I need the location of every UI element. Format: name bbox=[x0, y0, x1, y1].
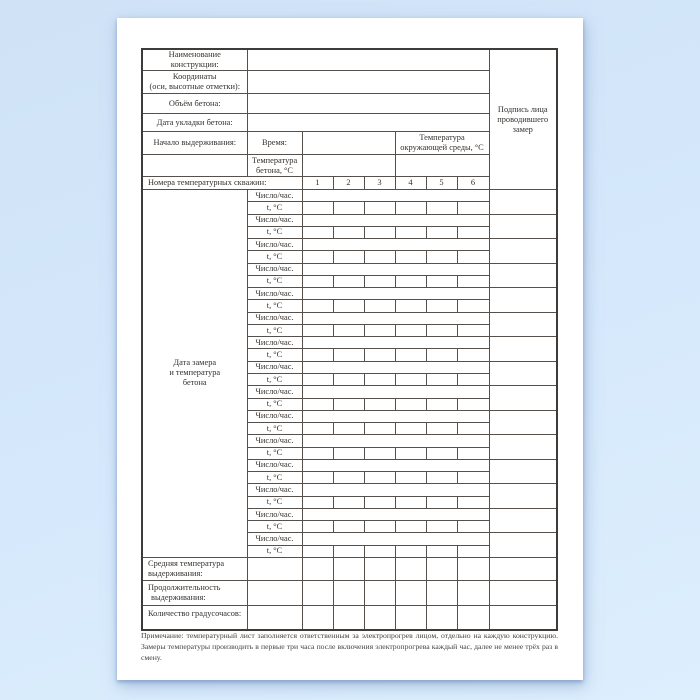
measurement-cell bbox=[364, 373, 395, 385]
t-c-label: t, °C bbox=[247, 251, 302, 263]
signature-header bbox=[489, 49, 557, 190]
signature-cell bbox=[489, 508, 557, 533]
measurement-cell bbox=[333, 472, 364, 484]
date-hour-label: Число/час. bbox=[247, 361, 302, 373]
signature-cell bbox=[489, 605, 557, 630]
measurement-cell bbox=[364, 349, 395, 361]
date-hour-label: Число/час. bbox=[247, 386, 302, 398]
measurement-cell bbox=[426, 545, 457, 557]
pour-date-value bbox=[247, 114, 489, 132]
measurement-cell bbox=[457, 545, 489, 557]
label-line: бетона, °C bbox=[256, 165, 293, 175]
measurement-cell bbox=[426, 423, 457, 435]
empty-cell bbox=[142, 155, 247, 177]
signature-cell bbox=[489, 533, 557, 558]
t-c-label: t, °C bbox=[247, 275, 302, 287]
avg-temp-label bbox=[142, 557, 247, 580]
signature-cell bbox=[489, 288, 557, 313]
t-c-label: t, °C bbox=[247, 226, 302, 238]
date-hour-label: Число/час. bbox=[247, 459, 302, 471]
measurement-cell bbox=[457, 251, 489, 263]
measurement-cell bbox=[395, 472, 426, 484]
signature-cell bbox=[489, 484, 557, 509]
signature-cell bbox=[489, 337, 557, 362]
measurement-cell bbox=[364, 202, 395, 214]
duration-label bbox=[142, 580, 247, 605]
measurement-cell bbox=[302, 373, 333, 385]
date-hour-label: Число/час. bbox=[247, 484, 302, 496]
date-hour-value bbox=[302, 312, 489, 324]
measurement-cell bbox=[333, 324, 364, 336]
date-hour-label: Число/час. bbox=[247, 312, 302, 324]
signature-cell bbox=[489, 239, 557, 264]
duration-cell bbox=[395, 580, 426, 605]
label-line: Температура bbox=[251, 155, 298, 165]
measurement-cell bbox=[395, 349, 426, 361]
duration-cell bbox=[333, 580, 364, 605]
well-number-cell: 2 bbox=[333, 177, 364, 190]
date-hour-label: Число/час. bbox=[247, 214, 302, 226]
measurement-cell bbox=[457, 275, 489, 287]
duration-cell bbox=[426, 580, 457, 605]
t-c-label: t, °C bbox=[247, 423, 302, 435]
signature-cell bbox=[489, 263, 557, 288]
label-line: (оси, высотные отметки): bbox=[149, 82, 241, 91]
measurement-cell bbox=[457, 521, 489, 533]
date-hour-value bbox=[302, 361, 489, 373]
measurement-cell bbox=[426, 521, 457, 533]
t-c-label: t, °C bbox=[247, 373, 302, 385]
concrete-temp-value bbox=[302, 155, 395, 177]
measurement-cell bbox=[426, 202, 457, 214]
measurement-cell bbox=[333, 226, 364, 238]
measurement-cell bbox=[364, 226, 395, 238]
note-text: Примечание: температурный лист заполняется ответственным за электропрогрев лицом, отдельно на каждую конструкцию. Замеры температуры производить в первые три часа после включения электропрогрева каждый час, далее не менее трёх раз в смену. bbox=[141, 631, 558, 662]
measurement-cell bbox=[426, 373, 457, 385]
measurement-cell bbox=[457, 472, 489, 484]
measurement-cell bbox=[333, 373, 364, 385]
label-line: проводившего bbox=[497, 114, 549, 124]
measurement-cell bbox=[395, 447, 426, 459]
label-line: окружающей среды, °C bbox=[400, 143, 484, 152]
measurement-cell bbox=[364, 251, 395, 263]
signature-cell bbox=[489, 312, 557, 337]
date-hour-label: Число/час. bbox=[247, 533, 302, 545]
measurement-cell bbox=[333, 349, 364, 361]
well-number-cell: 6 bbox=[457, 177, 489, 190]
measurement-cell bbox=[333, 545, 364, 557]
label-line: и температура bbox=[169, 368, 221, 378]
coordinates-value bbox=[247, 71, 489, 94]
measurement-cell bbox=[302, 521, 333, 533]
signature-cell bbox=[489, 361, 557, 386]
measurement-cell bbox=[302, 202, 333, 214]
t-c-label: t, °C bbox=[247, 447, 302, 459]
label-line: бетона bbox=[182, 378, 207, 388]
signature-cell bbox=[489, 214, 557, 239]
empty-cell bbox=[247, 557, 302, 580]
signature-cell bbox=[489, 557, 557, 580]
date-hour-label: Число/час. bbox=[247, 508, 302, 520]
degree-hours-cell bbox=[395, 605, 426, 630]
date-hour-value bbox=[302, 214, 489, 226]
t-c-label: t, °C bbox=[247, 545, 302, 557]
label-line: выдерживания: bbox=[148, 568, 203, 578]
signature-cell bbox=[489, 435, 557, 460]
measurement-cell bbox=[395, 300, 426, 312]
signature-cell bbox=[489, 410, 557, 435]
duration-cell bbox=[457, 580, 489, 605]
measurement-cell bbox=[333, 275, 364, 287]
measurement-cell bbox=[457, 447, 489, 459]
t-c-label: t, °C bbox=[247, 496, 302, 508]
well-number-cell: 4 bbox=[395, 177, 426, 190]
date-hour-value bbox=[302, 435, 489, 447]
degree-hours-cell bbox=[333, 605, 364, 630]
measurement-cell bbox=[426, 324, 457, 336]
measurement-cell bbox=[395, 202, 426, 214]
curing-start-label: Начало выдерживания: bbox=[142, 132, 247, 155]
ambient-temp-header bbox=[395, 132, 489, 155]
measurement-cell bbox=[302, 496, 333, 508]
measurement-cell bbox=[426, 226, 457, 238]
well-number-cell: 5 bbox=[426, 177, 457, 190]
measurement-cell bbox=[302, 349, 333, 361]
volume-label: Объём бетона: bbox=[142, 94, 247, 114]
measurement-cell bbox=[395, 324, 426, 336]
measurement-cell bbox=[426, 300, 457, 312]
measurement-cell bbox=[302, 226, 333, 238]
measurement-cell bbox=[333, 496, 364, 508]
measurement-cell bbox=[364, 398, 395, 410]
document-page bbox=[117, 18, 583, 680]
date-hour-label: Число/час. bbox=[247, 263, 302, 275]
measurement-cell bbox=[302, 472, 333, 484]
measurement-cell bbox=[426, 398, 457, 410]
date-hour-label: Число/час. bbox=[247, 288, 302, 300]
well-number-cell: 1 bbox=[302, 177, 333, 190]
label-line: выдерживания: bbox=[151, 592, 206, 602]
time-value bbox=[302, 132, 395, 155]
measurement-cell bbox=[333, 300, 364, 312]
t-c-label: t, °C bbox=[247, 521, 302, 533]
empty-cell bbox=[247, 605, 302, 630]
label-line: замер bbox=[512, 124, 533, 134]
date-hour-label: Число/час. bbox=[247, 435, 302, 447]
measurement-cell bbox=[364, 324, 395, 336]
measurement-cell bbox=[395, 496, 426, 508]
label-line: Средняя температура bbox=[148, 558, 225, 568]
signature-cell bbox=[489, 190, 557, 215]
date-hour-value bbox=[302, 263, 489, 275]
degree-hours-cell bbox=[426, 605, 457, 630]
measurement-cell bbox=[302, 447, 333, 459]
avg-temp-cell bbox=[302, 557, 333, 580]
measurement-cell bbox=[457, 398, 489, 410]
measurement-cell bbox=[364, 496, 395, 508]
measurement-cell bbox=[333, 398, 364, 410]
label-line: конструкции: bbox=[170, 60, 219, 69]
measurement-cell bbox=[395, 251, 426, 263]
date-hour-label: Число/час. bbox=[247, 239, 302, 251]
measurement-cell bbox=[333, 521, 364, 533]
measurement-cell bbox=[302, 275, 333, 287]
signature-cell bbox=[489, 459, 557, 484]
measurement-cell bbox=[302, 324, 333, 336]
measurement-cell bbox=[457, 496, 489, 508]
t-c-label: t, °C bbox=[247, 202, 302, 214]
date-hour-value bbox=[302, 337, 489, 349]
measurement-cell bbox=[302, 545, 333, 557]
measurement-cell bbox=[302, 398, 333, 410]
measurement-cell bbox=[457, 202, 489, 214]
label-line: Продолжительность bbox=[148, 582, 221, 592]
signature-cell bbox=[489, 580, 557, 605]
time-label: Время: bbox=[247, 132, 302, 155]
date-hour-label: Число/час. bbox=[247, 337, 302, 349]
label-line: Наименование bbox=[168, 50, 221, 59]
pour-date-label: Дата укладки бетона: bbox=[142, 114, 247, 132]
coordinates-label bbox=[142, 71, 247, 94]
measurement-cell bbox=[302, 300, 333, 312]
wells-label: Номера температурных скважин: bbox=[142, 177, 302, 190]
measurement-cell bbox=[302, 423, 333, 435]
measurement-cell bbox=[426, 251, 457, 263]
avg-temp-cell bbox=[364, 557, 395, 580]
t-c-label: t, °C bbox=[247, 349, 302, 361]
measurement-cell bbox=[364, 545, 395, 557]
duration-cell bbox=[364, 580, 395, 605]
date-hour-value bbox=[302, 459, 489, 471]
measurement-cell bbox=[457, 324, 489, 336]
measurement-cell bbox=[302, 251, 333, 263]
empty-cell bbox=[247, 580, 302, 605]
well-number-cell: 3 bbox=[364, 177, 395, 190]
measurement-cell bbox=[426, 349, 457, 361]
ambient-temp-value bbox=[395, 155, 489, 177]
date-hour-label: Число/час. bbox=[247, 190, 302, 202]
date-hour-value bbox=[302, 386, 489, 398]
concrete-temp-label bbox=[247, 155, 302, 177]
date-hour-value bbox=[302, 508, 489, 520]
measurement-cell bbox=[426, 496, 457, 508]
measurement-cell bbox=[395, 545, 426, 557]
measurement-cell bbox=[364, 447, 395, 459]
date-hour-value bbox=[302, 190, 489, 202]
measurement-cell bbox=[395, 226, 426, 238]
degree-hours-label: Количество градусочасов: bbox=[142, 605, 247, 630]
measurement-cell bbox=[364, 275, 395, 287]
avg-temp-cell bbox=[395, 557, 426, 580]
avg-temp-cell bbox=[426, 557, 457, 580]
t-c-label: t, °C bbox=[247, 300, 302, 312]
degree-hours-cell bbox=[364, 605, 395, 630]
signature-cell bbox=[489, 386, 557, 411]
measurement-cell bbox=[364, 300, 395, 312]
degree-hours-cell bbox=[302, 605, 333, 630]
construction-name-value bbox=[247, 49, 489, 71]
t-c-label: t, °C bbox=[247, 472, 302, 484]
measurement-cell bbox=[457, 300, 489, 312]
label-line: Температура bbox=[419, 133, 465, 142]
date-hour-value bbox=[302, 288, 489, 300]
volume-value bbox=[247, 94, 489, 114]
measurement-cell bbox=[364, 472, 395, 484]
measurement-cell bbox=[395, 521, 426, 533]
date-hour-value bbox=[302, 533, 489, 545]
duration-cell bbox=[302, 580, 333, 605]
measurement-cell bbox=[333, 447, 364, 459]
date-hour-value bbox=[302, 239, 489, 251]
label-line: Подпись лица bbox=[497, 104, 548, 114]
t-c-label: t, °C bbox=[247, 324, 302, 336]
measurement-cell bbox=[426, 447, 457, 459]
measurement-cell bbox=[333, 423, 364, 435]
temperature-log-table bbox=[141, 48, 558, 631]
measurement-cell bbox=[395, 275, 426, 287]
measurement-cell bbox=[457, 226, 489, 238]
measurement-cell bbox=[364, 521, 395, 533]
date-hour-label: Число/час. bbox=[247, 410, 302, 422]
measurement-cell bbox=[457, 423, 489, 435]
measurement-cell bbox=[333, 251, 364, 263]
measurement-cell bbox=[333, 202, 364, 214]
date-hour-value bbox=[302, 484, 489, 496]
measurement-cell bbox=[457, 349, 489, 361]
label-line: Дата замера bbox=[173, 358, 217, 368]
degree-hours-cell bbox=[457, 605, 489, 630]
measurement-cell bbox=[395, 423, 426, 435]
measurement-cell bbox=[364, 423, 395, 435]
label-line: Координаты bbox=[172, 72, 217, 81]
measurement-cell bbox=[395, 373, 426, 385]
construction-name-label bbox=[142, 49, 247, 71]
t-c-label: t, °C bbox=[247, 398, 302, 410]
avg-temp-cell bbox=[333, 557, 364, 580]
measurement-cell bbox=[426, 275, 457, 287]
measurement-cell bbox=[395, 398, 426, 410]
date-hour-value bbox=[302, 410, 489, 422]
date-temp-block-label bbox=[142, 190, 247, 558]
measurement-cell bbox=[426, 472, 457, 484]
measurement-cell bbox=[457, 373, 489, 385]
avg-temp-cell bbox=[457, 557, 489, 580]
